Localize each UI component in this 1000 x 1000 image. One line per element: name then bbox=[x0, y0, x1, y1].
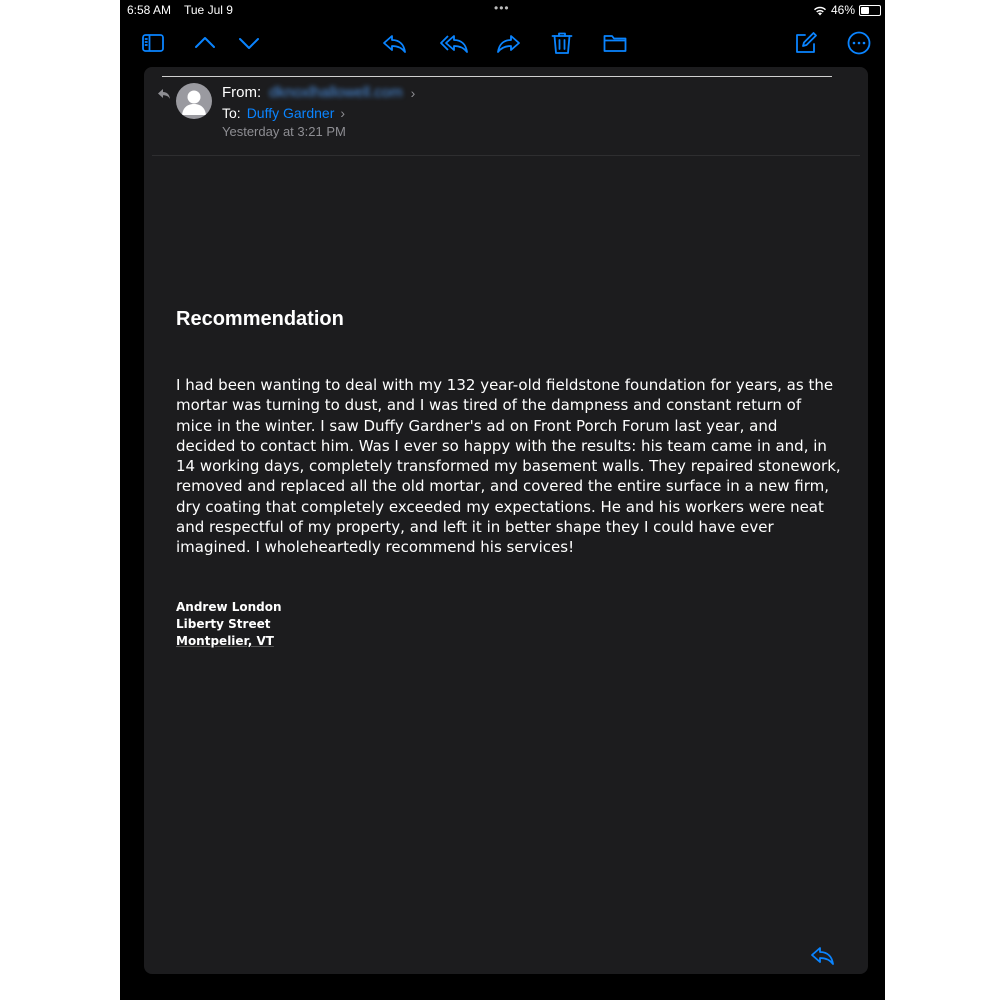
sidebar-button[interactable] bbox=[138, 28, 168, 58]
reply-icon bbox=[808, 942, 836, 968]
more-button[interactable] bbox=[844, 28, 874, 58]
chevron-right-icon[interactable]: › bbox=[410, 84, 416, 101]
wifi-icon bbox=[813, 5, 827, 16]
chevron-right-icon[interactable]: › bbox=[340, 105, 346, 121]
from-address[interactable]: dknoxlhallowell.com bbox=[269, 84, 403, 101]
signature-street: Liberty Street bbox=[176, 617, 271, 631]
move-to-folder-button[interactable] bbox=[600, 28, 630, 58]
signature-name: Andrew London bbox=[176, 600, 282, 614]
reply-all-icon bbox=[438, 30, 470, 56]
more-icon bbox=[846, 30, 872, 56]
forward-button[interactable] bbox=[494, 28, 524, 58]
status-date: Tue Jul 9 bbox=[184, 3, 233, 17]
from-row bbox=[222, 84, 415, 101]
battery-icon bbox=[859, 5, 881, 16]
message-title: Recommendation bbox=[176, 308, 344, 330]
trash-icon bbox=[549, 30, 575, 56]
reply-icon bbox=[381, 30, 407, 56]
reply-button[interactable] bbox=[379, 28, 409, 58]
status-right bbox=[813, 3, 881, 17]
forward-icon bbox=[496, 30, 522, 56]
message-date: Yesterday at 3:21 PM bbox=[222, 124, 346, 139]
bottom-reply-button[interactable] bbox=[808, 942, 836, 968]
ipad-screen bbox=[120, 0, 885, 1000]
to-label: To: bbox=[222, 105, 241, 121]
folder-icon bbox=[602, 30, 628, 56]
chevron-up-icon bbox=[192, 30, 218, 56]
person-icon bbox=[176, 83, 212, 119]
more-dots-icon[interactable]: ••• bbox=[494, 1, 510, 15]
to-row bbox=[222, 105, 345, 121]
from-label: From: bbox=[222, 84, 262, 101]
header-divider bbox=[152, 155, 860, 156]
sidebar-icon bbox=[140, 30, 166, 56]
trash-button[interactable] bbox=[547, 28, 577, 58]
signature-city: Montpelier, VT bbox=[176, 634, 274, 648]
header-rule bbox=[162, 76, 832, 77]
next-message-button[interactable] bbox=[234, 28, 264, 58]
message-body: I had been wanting to deal with my 132 year-old fieldstone foundation for years, as the mortar was turning to dust, and I was tired of the dampness and constant return of mice in the winter. I saw Duffy Gardner's ad on Front Porch Forum last year, and decided to contact him. Was I ever so happy with the results: his team came in and, in 14 working days, completely transformed my basement walls. They repaired stonework, removed and replaced all the old mortar, and covered the entire surface in a new firm, dry coating that completely exceeded my expectations. He and his workers were neat and respectful of my property, and left it in better shape they I could have ever imagined. I wholeheartedly recommend his services! bbox=[176, 376, 841, 557]
battery-fill bbox=[861, 7, 869, 14]
to-recipient[interactable]: Duffy Gardner bbox=[246, 105, 335, 121]
replied-indicator-icon bbox=[157, 87, 171, 101]
signature bbox=[176, 599, 282, 650]
status-time: 6:58 AM bbox=[127, 3, 172, 17]
battery-percent: 46% bbox=[830, 3, 855, 17]
status-bar bbox=[120, 0, 885, 22]
mail-toolbar bbox=[120, 28, 885, 58]
previous-message-button[interactable] bbox=[190, 28, 220, 58]
reply-all-button[interactable] bbox=[436, 28, 472, 58]
chevron-down-icon bbox=[236, 30, 262, 56]
compose-button[interactable] bbox=[791, 28, 821, 58]
avatar[interactable] bbox=[176, 83, 212, 119]
message-sheet bbox=[144, 67, 868, 974]
compose-icon bbox=[793, 30, 819, 56]
